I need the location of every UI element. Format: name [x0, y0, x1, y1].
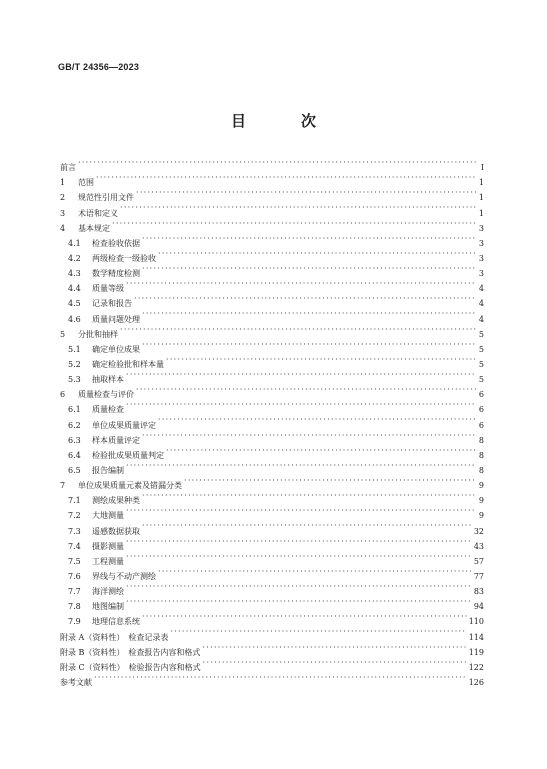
- toc-entry-number: 7.1: [68, 496, 81, 506]
- toc-entry-page: 1: [478, 208, 484, 218]
- toc-entry-page: 8: [478, 465, 484, 475]
- toc-entry-title: 参考文献: [60, 677, 92, 687]
- toc-dot-leader: [142, 261, 476, 276]
- toc-dot-leader: [126, 276, 476, 291]
- toc-entry-page: 5: [478, 375, 484, 385]
- toc-entry-number: 7.4: [68, 541, 81, 551]
- toc-dot-leader: [203, 655, 467, 670]
- toc-entry-title: 质量等级: [92, 284, 124, 294]
- toc-entry-number: 4.4: [68, 284, 81, 294]
- toc-entry-page: 4: [478, 314, 484, 324]
- toc-entry-page: 8: [478, 435, 484, 445]
- toc-entry-number: 7.5: [68, 556, 81, 566]
- toc-dot-leader: [126, 503, 476, 518]
- toc-entry-title: 规范性引用文件: [78, 193, 134, 203]
- toc-entry-page: 126: [468, 677, 484, 687]
- toc-entry-title: 界线与不动产测绘: [92, 571, 156, 581]
- toc-entry-number: 2: [60, 193, 66, 203]
- toc-entry-title: 地图编制: [92, 602, 124, 612]
- toc-entry-title: 两级检查一级验收: [92, 253, 156, 263]
- toc-entry-page: 4: [478, 284, 484, 294]
- toc-entry-title: 抽取样本: [92, 375, 124, 385]
- toc-entry-number: 6.3: [68, 435, 81, 445]
- toc-dot-leader: [126, 534, 472, 549]
- toc-entry-number: 1: [60, 178, 66, 188]
- toc-entry-title: 报告编制: [92, 465, 124, 475]
- toc-entry-title: 附录 B（资料性） 检查报告内容和格式: [60, 647, 201, 657]
- toc-entry-page: 110: [468, 617, 484, 627]
- toc-entry-page: 3: [478, 223, 484, 233]
- toc-dot-leader: [134, 291, 476, 306]
- toc-entry-page: 3: [478, 269, 484, 279]
- table-of-contents: [60, 155, 484, 685]
- toc-dot-leader: [126, 549, 472, 564]
- toc-entry-page: 1: [478, 193, 484, 203]
- toc-entry-page: 122: [468, 662, 484, 672]
- toc-entry-number: 4.2: [68, 253, 81, 263]
- toc-entry[interactable]: [60, 185, 484, 203]
- toc-dot-leader: [142, 518, 472, 533]
- page-title: 目 次: [230, 112, 336, 130]
- toc-dot-leader: [142, 428, 476, 443]
- toc-entry-title: 单位成果质量元素及错漏分类: [78, 481, 182, 491]
- toc-entry-number: 4.1: [68, 238, 81, 248]
- toc-entry-number: 4: [60, 223, 66, 233]
- toc-dot-leader: [126, 458, 476, 473]
- toc-dot-leader: [136, 382, 476, 397]
- toc-dot-leader: [126, 594, 472, 609]
- toc-entry-title: 记录和报告: [92, 299, 132, 309]
- toc-entry-title: 单位成果质量评定: [92, 420, 156, 430]
- toc-dot-leader: [170, 624, 466, 639]
- toc-dot-leader: [158, 246, 476, 261]
- standard-code: GB/T 24356—2023: [58, 62, 140, 72]
- toc-entry-page: 4: [478, 299, 484, 309]
- toc-dot-leader: [96, 170, 476, 185]
- toc-entry-number: 5.2: [68, 359, 81, 369]
- toc-entry[interactable]: [60, 670, 484, 685]
- toc-entry-title: 质量问题处理: [92, 314, 140, 324]
- toc-entry-page: 119: [468, 647, 484, 657]
- toc-entry-number: 5.3: [68, 375, 81, 385]
- toc-entry-title: 附录 C（资料性） 检验报告内容和格式: [60, 662, 201, 672]
- toc-entry-number: 7.7: [68, 587, 81, 597]
- toc-entry-number: 3: [60, 208, 66, 218]
- toc-entry-page: 32: [473, 526, 484, 536]
- toc-entry-number: 4.3: [68, 269, 81, 279]
- toc-entry-title: 确定检验批和样本量: [92, 359, 164, 369]
- toc-entry-title: 摄影测量: [92, 541, 124, 551]
- toc-entry-title: 测绘成果种类: [92, 496, 140, 506]
- toc-entry[interactable]: [60, 155, 484, 173]
- toc-dot-leader: [142, 306, 476, 321]
- toc-entry-number: 7.8: [68, 602, 81, 612]
- toc-dot-leader: [126, 579, 472, 594]
- toc-entry-title: 术语和定义: [78, 208, 118, 218]
- toc-entry-number: 7: [60, 481, 66, 491]
- toc-dot-leader: [142, 337, 476, 352]
- toc-entry[interactable]: [60, 337, 484, 352]
- toc-entry-title: 样本质量评定: [92, 435, 140, 445]
- toc-entry-title: 数学精度检测: [92, 269, 140, 279]
- toc-entry-page: 77: [473, 571, 484, 581]
- toc-entry[interactable]: [60, 231, 484, 246]
- toc-dot-leader: [136, 185, 476, 200]
- toc-entry-page: 9: [478, 481, 484, 491]
- toc-dot-leader: [78, 155, 476, 170]
- toc-dot-leader: [120, 322, 476, 337]
- toc-entry-title: 地理信息系统: [92, 617, 140, 627]
- toc-dot-leader: [158, 564, 472, 579]
- toc-entry-page: 6: [478, 405, 484, 415]
- toc-entry-page: Ⅰ: [480, 163, 484, 173]
- toc-dot-leader: [142, 488, 476, 503]
- toc-entry-title: 质量检查: [92, 405, 124, 415]
- toc-entry-page: 94: [473, 602, 484, 612]
- toc-entry[interactable]: [60, 322, 484, 337]
- toc-entry-title: 遥感数据获取: [92, 526, 140, 536]
- toc-dot-leader: [126, 367, 476, 382]
- toc-entry-title: 检验批成果质量判定: [92, 450, 164, 460]
- toc-entry-number: 6.1: [68, 405, 81, 415]
- toc-entry-number: 7.9: [68, 617, 81, 627]
- toc-entry[interactable]: [60, 200, 484, 218]
- toc-entry-number: 5: [60, 329, 66, 339]
- toc-entry-title: 检查验收依据: [92, 238, 140, 248]
- toc-entry-title: 范围: [78, 178, 94, 188]
- toc-dot-leader: [166, 352, 476, 367]
- toc-dot-leader: [202, 640, 466, 655]
- toc-entry-page: 6: [478, 420, 484, 430]
- toc-dot-leader: [142, 231, 476, 246]
- toc-entry-number: 6: [60, 390, 66, 400]
- toc-entry-title: 附录 A（资料性） 检查记录表: [60, 632, 169, 642]
- toc-dot-leader: [126, 397, 476, 412]
- toc-dot-leader: [94, 670, 467, 685]
- toc-entry-title: 确定单位成果: [92, 344, 140, 354]
- toc-entry-title: 海洋测绘: [92, 587, 124, 597]
- toc-entry-page: 114: [468, 632, 484, 642]
- toc-entry-page: 9: [478, 496, 484, 506]
- toc-entry-page: 3: [478, 238, 484, 248]
- toc-dot-leader: [142, 609, 467, 624]
- toc-entry-title: 工程测量: [92, 556, 124, 566]
- toc-entry-number: 6.2: [68, 420, 81, 430]
- toc-entry-page: 5: [478, 359, 484, 369]
- toc-dot-leader: [112, 216, 476, 231]
- toc-entry-number: 4.5: [68, 299, 81, 309]
- toc-entry-title: 大地测量: [92, 511, 124, 521]
- toc-entry-page: 6: [478, 390, 484, 400]
- toc-dot-leader: [158, 412, 476, 427]
- toc-entry-page: 5: [478, 329, 484, 339]
- toc-entry-number: 6.5: [68, 465, 81, 475]
- toc-entry-title: 前言: [60, 163, 76, 173]
- toc-entry-title: 质量检查与评价: [78, 390, 134, 400]
- toc-entry-page: 9: [478, 511, 484, 521]
- toc-dot-leader: [184, 473, 476, 488]
- toc-entry-page: 83: [473, 587, 484, 597]
- toc-dot-leader: [166, 443, 476, 458]
- toc-entry-number: 7.2: [68, 511, 81, 521]
- toc-entry-page: 8: [478, 450, 484, 460]
- toc-entry-number: 7.6: [68, 571, 81, 581]
- toc-entry-number: 4.6: [68, 314, 81, 324]
- toc-entry-page: 1: [478, 178, 484, 188]
- toc-dot-leader: [120, 200, 476, 215]
- toc-entry-title: 分批和抽样: [78, 329, 118, 339]
- toc-entry-page: 3: [478, 253, 484, 263]
- toc-entry-title: 基本规定: [78, 223, 110, 233]
- toc-entry-page: 43: [473, 541, 484, 551]
- toc-entry[interactable]: [60, 216, 484, 231]
- toc-entry-number: 6.4: [68, 450, 81, 460]
- toc-entry-number: 7.3: [68, 526, 81, 536]
- toc-entry-page: 57: [473, 556, 484, 566]
- toc-entry-page: 5: [478, 344, 484, 354]
- toc-entry-number: 5.1: [68, 344, 81, 354]
- toc-entry[interactable]: [60, 170, 484, 188]
